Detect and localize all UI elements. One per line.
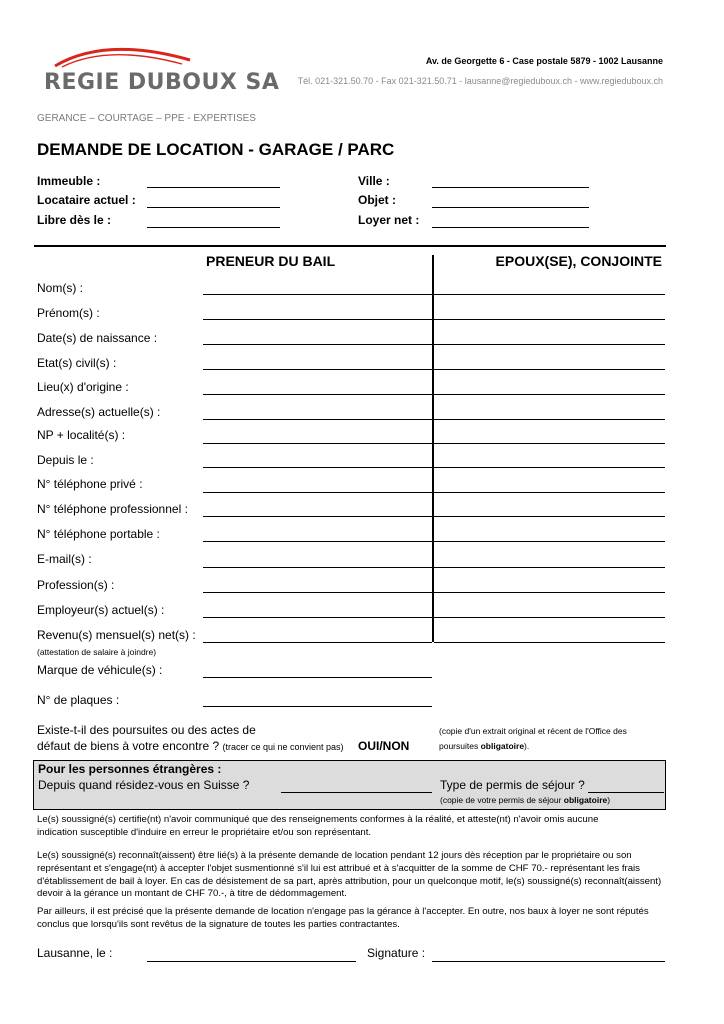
spouse-birthdate-field[interactable] xyxy=(434,344,665,345)
building-field[interactable] xyxy=(147,187,280,188)
company-logo-arc xyxy=(50,42,200,70)
row-label-work-phone: N° téléphone professionnel : xyxy=(37,502,188,516)
company-tagline: GERANCE – COURTAGE – PPE - EXPERTISES xyxy=(37,113,256,124)
residence-field[interactable] xyxy=(281,792,432,793)
spouse-email-field[interactable] xyxy=(434,567,665,568)
spouse-income-field[interactable] xyxy=(434,642,665,643)
foreigners-title: Pour les personnes étrangères : xyxy=(38,762,222,776)
object-label: Objet : xyxy=(358,193,396,207)
pursuits-hint: (tracer ce qui ne convient pas) xyxy=(222,742,344,752)
pursuits-question-line1: Existe-t-il des poursuites ou des actes de xyxy=(37,723,256,737)
section-divider xyxy=(34,245,666,247)
company-logo-text: REGIE DUBOUX SA xyxy=(44,70,280,95)
commitment-paragraph: Le(s) soussigné(s) reconnaît(aissent) être lié(s) à la présente demande de location pendant 12 jours dès réception par le propriétaire ou son représentant et s'engage(nt) à accepter l'objet susmentionné s'il lui est attribué et à s'acquitter de la somme de CHF 70.- représentant les frais d'établissement de bail à loyer. En cas de désistement de sa part, après attribution, pour un quelconque motif, le(s) soussigné(s) reconnaît(aissent) devoir à la gérance un montant de CHF 70.-, à titre de dédommagement. xyxy=(37,850,662,900)
signature-label: Signature : xyxy=(367,946,426,960)
permit-note-a: (copie de votre permis de séjour xyxy=(440,795,564,805)
spouse-zip-city-field[interactable] xyxy=(434,443,665,444)
tenant-private-phone-field[interactable] xyxy=(203,492,432,493)
available-from-field[interactable] xyxy=(147,227,280,228)
pursuits-question-text: défaut de biens à votre encontre ? xyxy=(37,739,220,753)
current-tenant-field[interactable] xyxy=(147,207,280,208)
spouse-column-header: EPOUX(SE), CONJOINTE xyxy=(495,253,662,269)
place-date-field[interactable] xyxy=(147,961,356,962)
signature-field[interactable] xyxy=(432,961,665,962)
net-rent-label: Loyer net : xyxy=(358,213,420,227)
tenant-zip-city-field[interactable] xyxy=(203,443,432,444)
tenant-income-field[interactable] xyxy=(203,642,432,643)
vehicle-label: Marque de véhicule(s) : xyxy=(37,663,163,677)
tenant-name-field[interactable] xyxy=(203,294,432,295)
spouse-origin-field[interactable] xyxy=(434,394,665,395)
pursuits-question-line2 xyxy=(37,739,344,753)
spouse-firstname-field[interactable] xyxy=(434,319,665,320)
form-title: DEMANDE DE LOCATION - GARAGE / PARC xyxy=(37,140,395,159)
spouse-employer-field[interactable] xyxy=(434,617,665,618)
tenant-profession-field[interactable] xyxy=(203,592,432,593)
tenant-employer-field[interactable] xyxy=(203,617,432,618)
place-date-label: Lausanne, le : xyxy=(37,946,113,960)
building-label: Immeuble : xyxy=(37,174,101,188)
disclaimer-paragraph: Par ailleurs, il est précisé que la présente demande de location n'engage pas la gérance à l'accepter. En outre, nos baux à loyer ne sont réputés conclus que lorsqu'ils sont revêtus de la signature de toutes les parties contractantes. xyxy=(37,906,649,930)
residence-question: Depuis quand résidez-vous en Suisse ? xyxy=(38,778,250,792)
certification-paragraph: Le(s) soussigné(s) certifie(nt) n'avoir communiqué que des renseignements conformes à la réalité, et atteste(nt) n'avoir omis aucune indication susceptible d'induire en erreur le propriétaire et/ou son représentant. xyxy=(37,814,599,838)
pursuits-note-line2 xyxy=(439,741,529,751)
row-label-address: Adresse(s) actuelle(s) : xyxy=(37,405,161,419)
tenant-civil-status-field[interactable] xyxy=(203,369,432,370)
pursuits-note-a: poursuites xyxy=(439,741,481,751)
row-label-zip-city: NP + localité(s) : xyxy=(37,428,126,442)
foreigners-box xyxy=(33,760,666,810)
spouse-private-phone-field[interactable] xyxy=(434,492,665,493)
permit-note xyxy=(440,795,610,805)
row-label-civil-status: Etat(s) civil(s) : xyxy=(37,356,117,370)
spouse-profession-field[interactable] xyxy=(434,592,665,593)
tenant-origin-field[interactable] xyxy=(203,394,432,395)
yes-no-choice[interactable]: OUI/NON xyxy=(358,739,410,753)
tenant-firstname-field[interactable] xyxy=(203,319,432,320)
company-address: Av. de Georgette 6 - Case postale 5879 - 1002 Lausanne xyxy=(425,56,663,66)
spouse-name-field[interactable] xyxy=(434,294,665,295)
tenant-work-phone-field[interactable] xyxy=(203,516,432,517)
permit-note-required: obligatoire xyxy=(563,795,608,805)
row-label-firstname: Prénom(s) : xyxy=(37,306,100,320)
spouse-address-field[interactable] xyxy=(434,419,665,420)
pursuits-note-required: obligatoire xyxy=(480,741,525,751)
row-label-email: E-mail(s) : xyxy=(37,552,92,566)
net-rent-field[interactable] xyxy=(432,227,589,228)
tenant-address-field[interactable] xyxy=(203,419,432,420)
row-label-since: Depuis le : xyxy=(37,453,94,467)
tenant-birthdate-field[interactable] xyxy=(203,344,432,345)
city-label: Ville : xyxy=(358,174,390,188)
row-label-origin: Lieu(x) d'origine : xyxy=(37,380,129,394)
plates-field[interactable] xyxy=(203,706,432,707)
permit-field[interactable] xyxy=(588,792,664,793)
vehicle-field[interactable] xyxy=(203,677,432,678)
pursuits-note-line1: (copie d'un extrait original et récent de l'Office des xyxy=(439,726,627,736)
city-field[interactable] xyxy=(432,187,589,188)
current-tenant-label: Locataire actuel : xyxy=(37,193,136,207)
row-label-mobile-phone: N° téléphone portable : xyxy=(37,527,160,541)
salary-note: (attestation de salaire à joindre) xyxy=(37,647,157,657)
spouse-civil-status-field[interactable] xyxy=(434,369,665,370)
row-label-employer: Employeur(s) actuel(s) : xyxy=(37,603,165,617)
pursuits-note-c: ). xyxy=(524,741,530,751)
plates-label: N° de plaques : xyxy=(37,693,120,707)
row-label-birthdate: Date(s) de naissance : xyxy=(37,331,158,345)
row-label-income: Revenu(s) mensuel(s) net(s) : xyxy=(37,628,196,642)
spouse-work-phone-field[interactable] xyxy=(434,516,665,517)
row-label-private-phone: N° téléphone privé : xyxy=(37,477,143,491)
permit-note-c: ) xyxy=(607,795,611,805)
spouse-mobile-phone-field[interactable] xyxy=(434,541,665,542)
row-label-name: Nom(s) : xyxy=(37,281,83,295)
company-contact: Tél. 021-321.50.70 - Fax 021-321.50.71 - lausanne@regieduboux.ch - www.regieduboux.ch xyxy=(297,76,663,86)
tenant-since-field[interactable] xyxy=(203,467,432,468)
spouse-since-field[interactable] xyxy=(434,467,665,468)
column-divider xyxy=(432,255,434,642)
tenant-email-field[interactable] xyxy=(203,567,432,568)
object-field[interactable] xyxy=(432,207,589,208)
permit-question: Type de permis de séjour ? xyxy=(440,778,585,792)
available-from-label: Libre dès le : xyxy=(37,213,112,227)
tenant-mobile-phone-field[interactable] xyxy=(203,541,432,542)
row-label-profession: Profession(s) : xyxy=(37,578,115,592)
tenant-column-header: PRENEUR DU BAIL xyxy=(206,253,336,269)
